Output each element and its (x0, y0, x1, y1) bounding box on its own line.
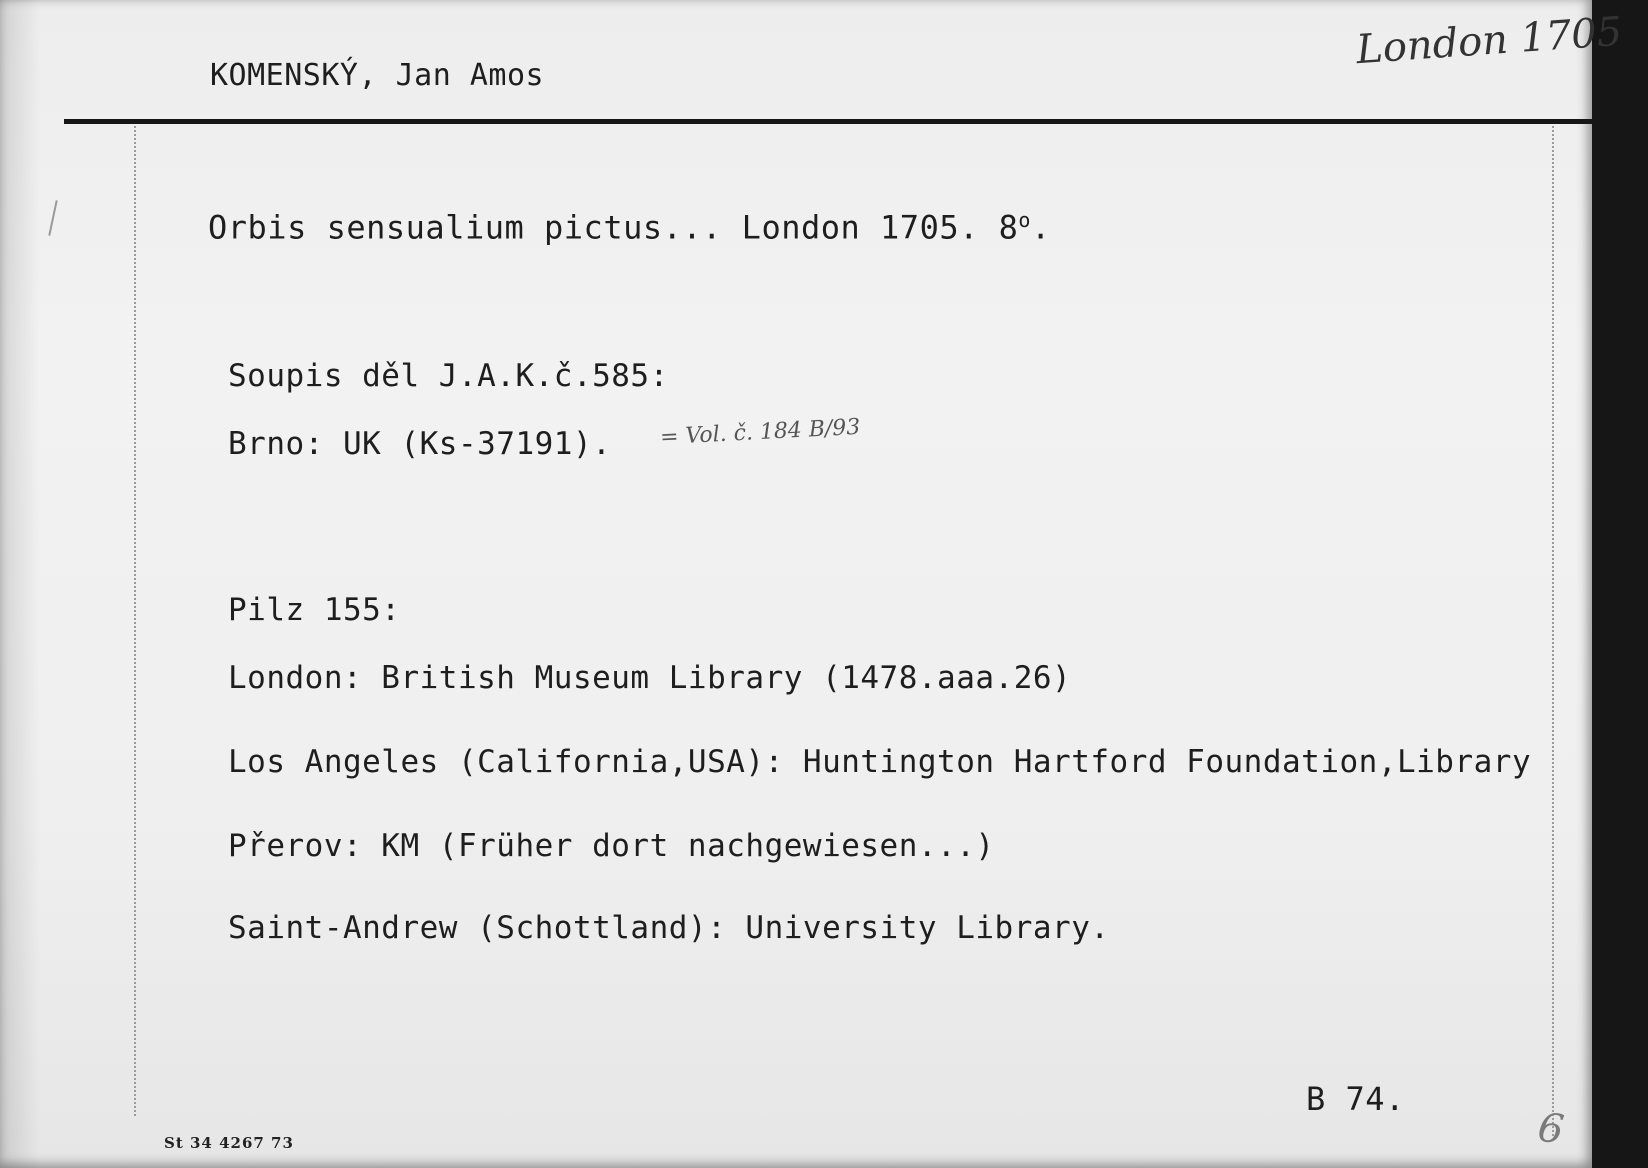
holding-saint-andrew: Saint-Andrew (Schottland): University Library. (228, 910, 1110, 946)
card-edge-shadow (0, 0, 40, 1168)
pencil-corner-mark: 6 (1534, 1104, 1567, 1154)
handwritten-location-year: London 1705 (1354, 8, 1624, 74)
card-serial-number: St 34 4267 73 (164, 1134, 294, 1152)
format-superscript: o (1018, 208, 1031, 232)
holding-los-angeles: Los Angeles (California,USA): Huntington Hartford Foundation,Library (228, 744, 1532, 780)
heading-rule (64, 119, 1594, 124)
holding-london: London: British Museum Library (1478.aaa.26) (228, 660, 1072, 696)
handwritten-annotation: = Vol. č. 184 B/93 (659, 414, 861, 451)
holding-prerov: Přerov: KM (Früher dort nachgewiesen...) (228, 828, 995, 864)
holding-brno: Brno: UK (Ks-37191). (228, 426, 612, 462)
shelfmark: B 74. (1306, 1080, 1405, 1118)
book-title (208, 208, 1051, 247)
pilz-reference: Pilz 155: (228, 592, 401, 628)
book-title-text: Orbis sensualium pictus... London 1705. 8 (208, 208, 1019, 247)
author-heading: KOMENSKÝ, Jan Amos (210, 58, 545, 93)
pencil-tick-mark (48, 200, 57, 236)
right-margin-line (1552, 126, 1554, 1136)
book-title-end: . (1030, 208, 1051, 247)
left-margin-line (134, 126, 136, 1116)
bibliography-reference: Soupis děl J.A.K.č.585: (228, 358, 669, 394)
